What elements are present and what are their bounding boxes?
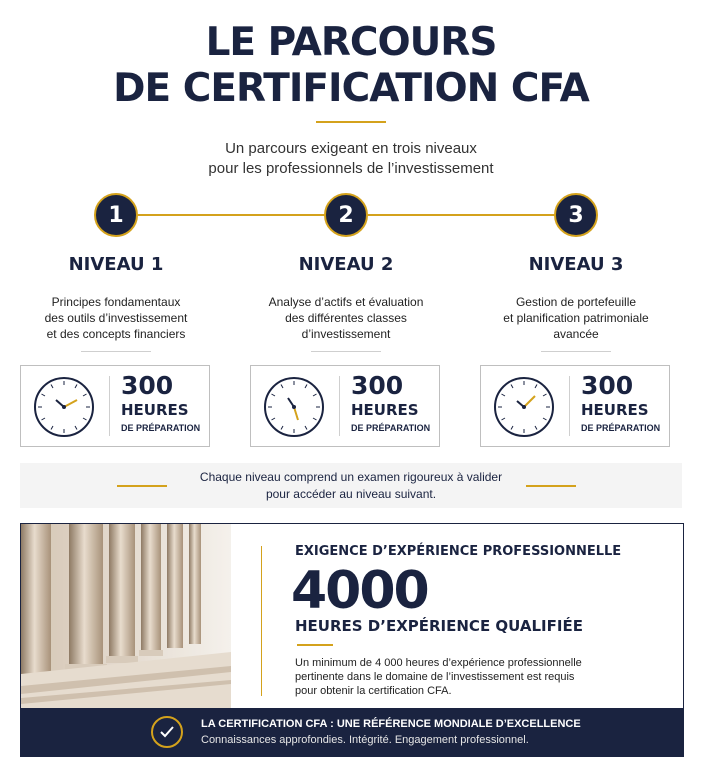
clock-icon: [493, 376, 555, 438]
check-icon: [151, 716, 183, 748]
experience-divider: [297, 644, 333, 646]
subtitle-line-2: pour les professionnels de l’investissement: [208, 160, 494, 177]
level-1-description-line: Principes fondamentaux: [51, 295, 181, 309]
level-2-description-line: d’investissement: [301, 327, 391, 341]
exam-note-line: pour accéder au niveau suivant.: [265, 487, 437, 501]
level-3-badge: [554, 193, 598, 237]
level-2-hours-value: 300: [351, 371, 404, 400]
footer-subtitle: Connaissances approfondies. Intégrité. Engagement professionnel.: [201, 734, 529, 746]
level-1-description-line: des outils d’investissement: [44, 311, 188, 325]
experience-subheading: HEURES D’EXPÉRIENCE QUALIFIÉE: [295, 617, 583, 635]
subtitle: [0, 139, 702, 179]
level-3-description: [476, 294, 676, 342]
experience-hours-number: 4000: [291, 561, 428, 621]
level-3-divider: [541, 351, 611, 352]
level-2-badge: [324, 193, 368, 237]
exam-note-text: [0, 469, 702, 503]
level-2-description: [246, 294, 446, 342]
level-3-description-line: Gestion de portefeuille: [515, 295, 637, 309]
level-1-title: NIVEAU 1: [68, 254, 164, 275]
level-2-description-line: des différentes classes: [285, 311, 407, 325]
title-line-2: DE CERTIFICATION CFA: [113, 66, 589, 111]
level-3-description-line: avancée: [553, 327, 599, 341]
level-1-hours-value: 300: [121, 371, 174, 400]
level-3-title: NIVEAU 3: [528, 254, 624, 275]
card-divider: [261, 546, 262, 696]
page-title: [0, 20, 702, 112]
level-2-hours-card: [250, 365, 440, 447]
timeline-connector-2-3: [368, 214, 554, 216]
level-1-badge: [94, 193, 138, 237]
experience-description-line: pour obtenir la certification CFA.: [295, 685, 452, 697]
level-3-number: 3: [568, 202, 584, 228]
level-1-hours-card: [20, 365, 210, 447]
footer-banner: [21, 708, 684, 757]
title-line-1: LE PARCOURS: [205, 20, 497, 65]
level-2-hours-sub: DE PRÉPARATION: [351, 423, 431, 433]
title-divider: [316, 121, 386, 123]
experience-description: [295, 656, 615, 698]
experience-description-line: pertinente dans le domaine de l’investissement est requis: [295, 671, 575, 683]
level-3-hours-card: [480, 365, 670, 447]
exam-note-line: Chaque niveau comprend un examen rigoureux à valider: [199, 470, 503, 484]
footer-title: LA CERTIFICATION CFA : UNE RÉFÉRENCE MONDIALE D’EXCELLENCE: [201, 718, 581, 730]
columns-image: [21, 524, 231, 708]
timeline-connector-1-2: [138, 214, 324, 216]
level-1-hours-sub: DE PRÉPARATION: [121, 423, 201, 433]
level-2-divider: [311, 351, 381, 352]
level-1-description: [16, 294, 216, 342]
experience-heading: EXIGENCE D’EXPÉRIENCE PROFESSIONNELLE: [295, 544, 622, 559]
clock-icon: [263, 376, 325, 438]
level-3-hours-value: 300: [581, 371, 634, 400]
subtitle-line-1: Un parcours exigeant en trois niveaux: [225, 140, 477, 157]
level-1-number: 1: [108, 202, 124, 228]
level-1-hours-label: HEURES: [121, 401, 189, 419]
level-2-description-line: Analyse d’actifs et évaluation: [268, 295, 424, 309]
experience-description-line: Un minimum de 4 000 heures d’expérience professionnelle: [295, 657, 582, 669]
level-1-description-line: et des concepts financiers: [46, 327, 186, 341]
level-2-title: NIVEAU 2: [298, 254, 394, 275]
hours-card-divider: [569, 376, 570, 436]
level-3-hours-label: HEURES: [581, 401, 649, 419]
level-1-divider: [81, 351, 151, 352]
hours-card-divider: [339, 376, 340, 436]
clock-icon: [33, 376, 95, 438]
level-3-hours-sub: DE PRÉPARATION: [581, 423, 661, 433]
experience-card: [20, 523, 684, 757]
level-3-description-line: et planification patrimoniale: [503, 311, 649, 325]
level-2-number: 2: [338, 202, 354, 228]
hours-card-divider: [109, 376, 110, 436]
level-2-hours-label: HEURES: [351, 401, 419, 419]
